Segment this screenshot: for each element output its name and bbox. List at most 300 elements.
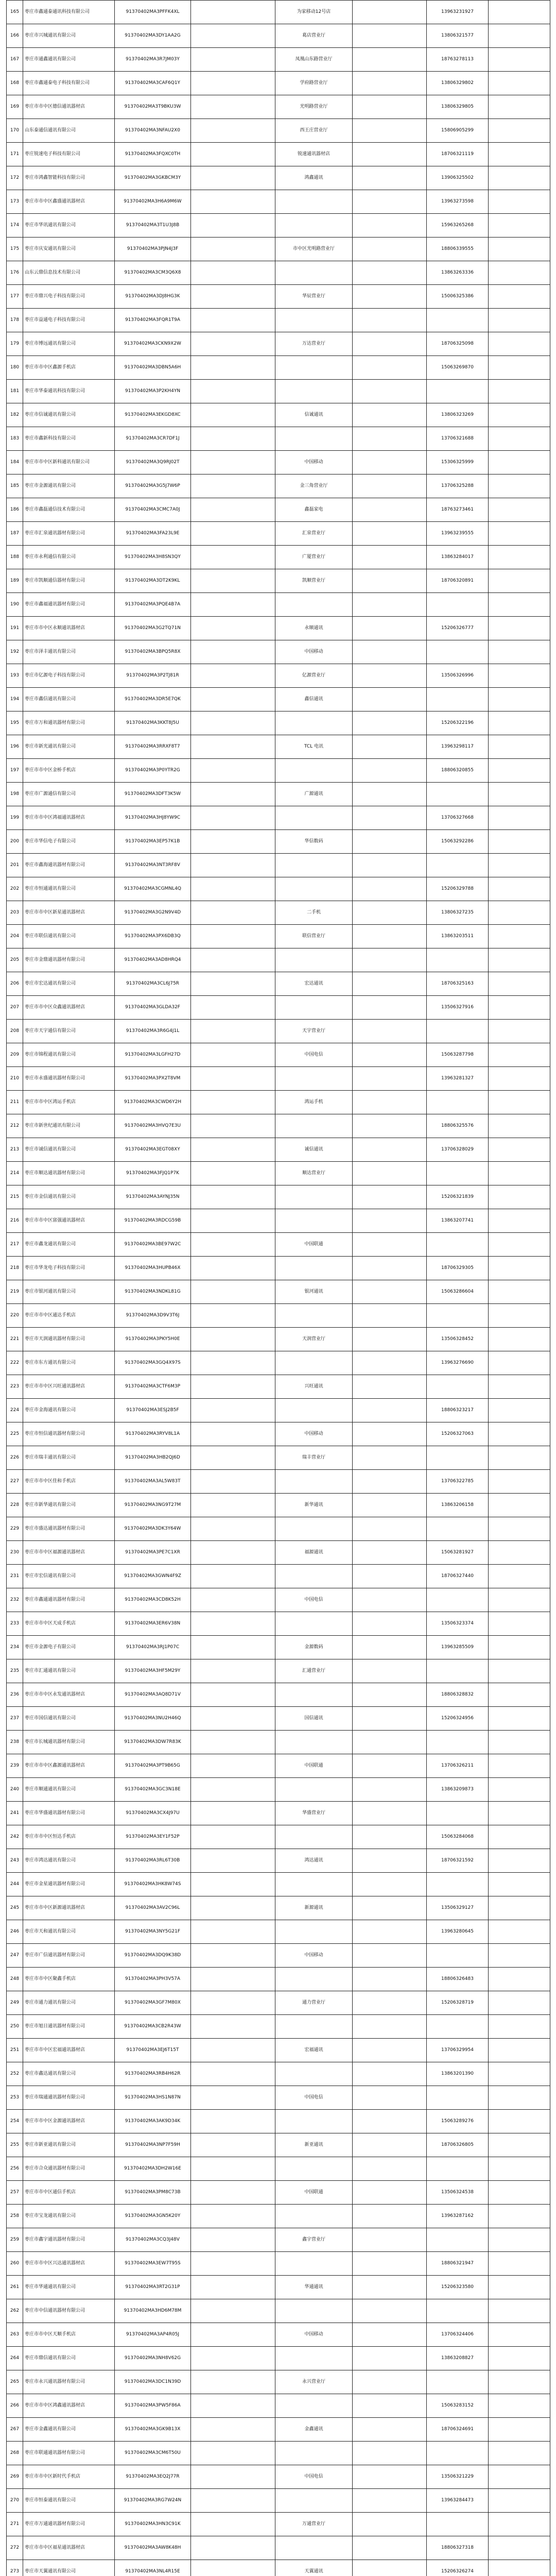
credit-code: 91370402MA3DBN5A6H bbox=[115, 356, 191, 380]
contact-phone: 15063281927 bbox=[427, 1541, 489, 1565]
credit-code: 91370402MA3EJ6T15T bbox=[115, 2039, 191, 2062]
site-note bbox=[489, 711, 550, 735]
credit-code: 91370402MA3RG7W24N bbox=[115, 2489, 191, 2513]
table-row bbox=[7, 285, 550, 309]
company-name: 枣庄市天宇通信有限公司 bbox=[23, 1020, 115, 1043]
business-address bbox=[353, 285, 427, 309]
business-address bbox=[353, 948, 427, 972]
business-address bbox=[353, 711, 427, 735]
row-number: 197 bbox=[7, 759, 23, 783]
table-row bbox=[7, 1873, 550, 1896]
contact-phone bbox=[427, 1375, 489, 1399]
table-row bbox=[7, 2418, 550, 2442]
service-name bbox=[275, 214, 353, 238]
service-name bbox=[275, 309, 353, 332]
credit-code: 91370402MA3T1U3J8B bbox=[115, 214, 191, 238]
row-number: 224 bbox=[7, 1399, 23, 1422]
contact-phone: 18763278113 bbox=[427, 48, 489, 72]
contact-phone: 15206329788 bbox=[427, 877, 489, 901]
service-name: 凯顺营业厅 bbox=[275, 569, 353, 593]
row-number: 269 bbox=[7, 2465, 23, 2489]
row-number: 235 bbox=[7, 1659, 23, 1683]
registry-table bbox=[6, 0, 550, 2576]
row-number: 190 bbox=[7, 593, 23, 617]
contact-phone: 13863207741 bbox=[427, 1209, 489, 1233]
site-note bbox=[489, 1612, 550, 1636]
company-name: 枣庄市市中区金源通讯器材店 bbox=[23, 2110, 115, 2133]
company-name: 枣庄市市中区通信手机店 bbox=[23, 2181, 115, 2205]
table-row bbox=[7, 1683, 550, 1707]
credit-code: 91370402MA3H8SN3QY bbox=[115, 546, 191, 569]
table-row bbox=[7, 1304, 550, 1328]
row-number: 260 bbox=[7, 2252, 23, 2276]
row-number: 228 bbox=[7, 1494, 23, 1517]
service-name: 华盛营业厅 bbox=[275, 1802, 353, 1825]
registration-unit bbox=[191, 1968, 275, 1991]
registration-unit bbox=[191, 2442, 275, 2465]
company-name: 枣庄市庆安通讯有限公司 bbox=[23, 238, 115, 261]
table-row bbox=[7, 664, 550, 688]
registration-unit bbox=[191, 854, 275, 877]
contact-phone: 13506324538 bbox=[427, 2181, 489, 2205]
contact-phone: 15206326777 bbox=[427, 617, 489, 640]
business-address bbox=[353, 2536, 427, 2560]
contact-phone: 18706329305 bbox=[427, 1257, 489, 1280]
contact-phone bbox=[427, 2442, 489, 2465]
business-address bbox=[353, 427, 427, 451]
row-number: 240 bbox=[7, 1778, 23, 1802]
company-name: 枣庄市天和通讯有限公司 bbox=[23, 1920, 115, 1944]
business-address bbox=[353, 1849, 427, 1873]
site-note bbox=[489, 309, 550, 332]
credit-code: 91370402MA3Q9RJ02T bbox=[115, 451, 191, 474]
business-address bbox=[353, 1304, 427, 1328]
table-row bbox=[7, 1375, 550, 1399]
service-name bbox=[275, 1683, 353, 1707]
contact-phone: 18806339555 bbox=[427, 238, 489, 261]
service-name bbox=[275, 1185, 353, 1209]
registration-unit bbox=[191, 546, 275, 569]
row-number: 245 bbox=[7, 1896, 23, 1920]
service-name bbox=[275, 2489, 353, 2513]
service-name bbox=[275, 2110, 353, 2133]
registration-unit bbox=[191, 688, 275, 711]
company-name: 枣庄市市中区兴旺通讯器材店 bbox=[23, 1375, 115, 1399]
company-name: 枣庄市亿源电子科技有限公司 bbox=[23, 664, 115, 688]
service-name: 西王庄营业厅 bbox=[275, 119, 353, 143]
site-note bbox=[489, 451, 550, 474]
company-name: 枣庄市万通通讯器材有限公司 bbox=[23, 2513, 115, 2536]
row-number: 231 bbox=[7, 1565, 23, 1588]
table-row bbox=[7, 1802, 550, 1825]
business-address bbox=[353, 2442, 427, 2465]
company-name: 枣庄市顺通通讯有限公司 bbox=[23, 1778, 115, 1802]
company-name: 枣庄市广信通讯器材有限公司 bbox=[23, 1944, 115, 1968]
credit-code: 91370402MA3EQ2J77R bbox=[115, 2465, 191, 2489]
table-row bbox=[7, 1920, 550, 1944]
table-row bbox=[7, 1565, 550, 1588]
business-address bbox=[353, 2560, 427, 2576]
business-address bbox=[353, 1565, 427, 1588]
service-name bbox=[275, 1209, 353, 1233]
company-name: 枣庄市市中区聚鑫手机店 bbox=[23, 1968, 115, 1991]
registration-unit bbox=[191, 403, 275, 427]
registration-unit bbox=[191, 119, 275, 143]
site-note bbox=[489, 2039, 550, 2062]
table-row bbox=[7, 1020, 550, 1043]
company-name: 枣庄市市中区鸿福通讯器材店 bbox=[23, 806, 115, 830]
service-name: 鸿运手机 bbox=[275, 1091, 353, 1114]
row-number: 173 bbox=[7, 190, 23, 214]
row-number: 208 bbox=[7, 1020, 23, 1043]
business-address bbox=[353, 1, 427, 24]
table-row bbox=[7, 1280, 550, 1304]
site-note bbox=[489, 664, 550, 688]
service-name: 金三角营业厅 bbox=[275, 474, 353, 498]
credit-code: 91370402MA3CM3Q6X8 bbox=[115, 261, 191, 285]
service-name: 中国联通 bbox=[275, 1233, 353, 1257]
company-name: 枣庄市市中区天顺手机店 bbox=[23, 2323, 115, 2347]
table-row bbox=[7, 2299, 550, 2323]
business-address bbox=[353, 2110, 427, 2133]
registration-unit bbox=[191, 95, 275, 119]
registration-unit bbox=[191, 711, 275, 735]
table-row bbox=[7, 1707, 550, 1731]
site-note bbox=[489, 2560, 550, 2576]
business-address bbox=[353, 238, 427, 261]
business-address bbox=[353, 1446, 427, 1470]
service-name bbox=[275, 996, 353, 1020]
company-name: 枣庄市市中区佳和手机店 bbox=[23, 1470, 115, 1494]
service-name: 瑞丰营业厅 bbox=[275, 1446, 353, 1470]
credit-code: 91370402MA3LGFH27D bbox=[115, 1043, 191, 1067]
service-name: 中国移动 bbox=[275, 2323, 353, 2347]
site-note bbox=[489, 1422, 550, 1446]
company-name: 枣庄市宏达通讯有限公司 bbox=[23, 972, 115, 996]
service-name bbox=[275, 2299, 353, 2323]
row-number: 200 bbox=[7, 830, 23, 854]
table-row bbox=[7, 2560, 550, 2576]
site-note bbox=[489, 285, 550, 309]
contact-phone: 13806321577 bbox=[427, 24, 489, 48]
credit-code: 91370402MA3FQXC0TH bbox=[115, 143, 191, 166]
table-row bbox=[7, 238, 550, 261]
contact-phone bbox=[427, 2015, 489, 2039]
registration-unit bbox=[191, 1517, 275, 1541]
row-number: 204 bbox=[7, 925, 23, 948]
credit-code: 91370402MA3PW5F86A bbox=[115, 2394, 191, 2418]
company-name: 枣庄市市中区鑫源手机店 bbox=[23, 356, 115, 380]
credit-code: 91370402MA3FJQ1P7K bbox=[115, 1162, 191, 1185]
credit-code: 91370402MA3AD8HRQ4 bbox=[115, 948, 191, 972]
row-number: 249 bbox=[7, 1991, 23, 2015]
table-row bbox=[7, 1778, 550, 1802]
credit-code: 91370402MA3CQ3J48V bbox=[115, 2228, 191, 2252]
company-name: 枣庄市恒通通讯有限公司 bbox=[23, 877, 115, 901]
registration-unit bbox=[191, 166, 275, 190]
service-name: 学府路营业厅 bbox=[275, 72, 353, 95]
company-name: 枣庄市市中区天成手机店 bbox=[23, 1612, 115, 1636]
row-number: 215 bbox=[7, 1185, 23, 1209]
registration-unit bbox=[191, 2418, 275, 2442]
service-name: 永顺通讯 bbox=[275, 617, 353, 640]
company-name: 山东云鼎信息技术有限公司 bbox=[23, 261, 115, 285]
registration-unit bbox=[191, 1114, 275, 1138]
row-number: 256 bbox=[7, 2157, 23, 2181]
credit-code: 91370402MA3GN5K20Y bbox=[115, 2205, 191, 2228]
site-note bbox=[489, 190, 550, 214]
row-number: 184 bbox=[7, 451, 23, 474]
business-address bbox=[353, 664, 427, 688]
company-name: 枣庄市博远通讯有限公司 bbox=[23, 332, 115, 356]
company-name: 枣庄市鼎信通讯有限公司 bbox=[23, 2347, 115, 2370]
credit-code: 91370402MA3RRXF8T7 bbox=[115, 735, 191, 759]
contact-phone: 15206326274 bbox=[427, 2560, 489, 2576]
site-note bbox=[489, 2015, 550, 2039]
contact-phone: 13506323374 bbox=[427, 1612, 489, 1636]
registration-unit bbox=[191, 617, 275, 640]
registration-unit bbox=[191, 1565, 275, 1588]
table-row bbox=[7, 2157, 550, 2181]
registration-unit bbox=[191, 1470, 275, 1494]
contact-phone bbox=[427, 2228, 489, 2252]
registration-unit bbox=[191, 640, 275, 664]
company-name: 枣庄市鸿鑫智能科技有限公司 bbox=[23, 166, 115, 190]
registration-unit bbox=[191, 309, 275, 332]
service-name: 光明路营业厅 bbox=[275, 95, 353, 119]
registration-unit bbox=[191, 1944, 275, 1968]
row-number: 179 bbox=[7, 332, 23, 356]
contact-phone: 18706324691 bbox=[427, 2418, 489, 2442]
credit-code: 91370402MA3GQ4X97S bbox=[115, 1351, 191, 1375]
contact-phone: 13963298117 bbox=[427, 735, 489, 759]
service-name: 葛店营业厅 bbox=[275, 24, 353, 48]
business-address bbox=[353, 569, 427, 593]
site-note bbox=[489, 1659, 550, 1683]
registration-unit bbox=[191, 2513, 275, 2536]
company-name: 枣庄市联信通讯有限公司 bbox=[23, 925, 115, 948]
contact-phone: 13963231927 bbox=[427, 1, 489, 24]
contact-phone: 13963287162 bbox=[427, 2205, 489, 2228]
contact-phone: 13506327916 bbox=[427, 996, 489, 1020]
table-row bbox=[7, 806, 550, 830]
credit-code: 91370402MA3DH2W16E bbox=[115, 2157, 191, 2181]
table-row bbox=[7, 72, 550, 95]
contact-phone: 15063287798 bbox=[427, 1043, 489, 1067]
credit-code: 91370402MA3NDKL81G bbox=[115, 1280, 191, 1304]
site-note bbox=[489, 143, 550, 166]
site-note bbox=[489, 1588, 550, 1612]
site-note bbox=[489, 688, 550, 711]
service-name: 宏达通讯 bbox=[275, 972, 353, 996]
credit-code: 91370402MA3AK9D34K bbox=[115, 2110, 191, 2133]
row-number: 212 bbox=[7, 1114, 23, 1138]
credit-code: 91370402MA3GWN4F9Z bbox=[115, 1565, 191, 1588]
contact-phone: 13506328452 bbox=[427, 1328, 489, 1351]
service-name bbox=[275, 2157, 353, 2181]
registration-unit bbox=[191, 901, 275, 925]
registration-unit bbox=[191, 1233, 275, 1257]
credit-code: 91370402MA3HUPB46X bbox=[115, 1257, 191, 1280]
site-note bbox=[489, 2133, 550, 2157]
registration-unit bbox=[191, 451, 275, 474]
row-number: 229 bbox=[7, 1517, 23, 1541]
company-name: 枣庄市通力通讯有限公司 bbox=[23, 1991, 115, 2015]
site-note bbox=[489, 1541, 550, 1565]
credit-code: 91370402MA3HVQ7E3U bbox=[115, 1114, 191, 1138]
site-note bbox=[489, 1778, 550, 1802]
company-name: 枣庄市广源通信有限公司 bbox=[23, 783, 115, 806]
company-name: 枣庄市合众通讯器材有限公司 bbox=[23, 2157, 115, 2181]
row-number: 205 bbox=[7, 948, 23, 972]
site-note bbox=[489, 1754, 550, 1778]
table-row bbox=[7, 1067, 550, 1091]
service-name bbox=[275, 2442, 353, 2465]
table-row bbox=[7, 2205, 550, 2228]
business-address bbox=[353, 546, 427, 569]
site-note bbox=[489, 2394, 550, 2418]
service-name: 诚信通讯 bbox=[275, 1138, 353, 1162]
business-address bbox=[353, 166, 427, 190]
table-row bbox=[7, 143, 550, 166]
company-name: 枣庄市市中区新星通讯器材店 bbox=[23, 901, 115, 925]
contact-phone: 13806323269 bbox=[427, 403, 489, 427]
registration-unit bbox=[191, 2560, 275, 2576]
service-name: 中国电信 bbox=[275, 2086, 353, 2110]
registration-unit bbox=[191, 664, 275, 688]
row-number: 170 bbox=[7, 119, 23, 143]
business-address bbox=[353, 1873, 427, 1896]
site-note bbox=[489, 1043, 550, 1067]
table-row bbox=[7, 1328, 550, 1351]
service-name: 兴旺通讯 bbox=[275, 1375, 353, 1399]
credit-code: 91370402MA3GK9B13X bbox=[115, 2418, 191, 2442]
business-address bbox=[353, 1470, 427, 1494]
credit-code: 91370402MA3CD8K52H bbox=[115, 1588, 191, 1612]
registration-unit bbox=[191, 1446, 275, 1470]
credit-code: 91370402MA3NU2H46Q bbox=[115, 1707, 191, 1731]
company-name: 枣庄市信诚通讯有限公司 bbox=[23, 403, 115, 427]
contact-phone: 13706329954 bbox=[427, 2039, 489, 2062]
contact-phone: 15006325386 bbox=[427, 285, 489, 309]
site-note bbox=[489, 1494, 550, 1517]
site-note bbox=[489, 972, 550, 996]
contact-phone: 13963239555 bbox=[427, 522, 489, 546]
service-name bbox=[275, 1612, 353, 1636]
service-name: 凤凰山东路营业厅 bbox=[275, 48, 353, 72]
row-number: 251 bbox=[7, 2039, 23, 2062]
credit-code: 91370402MA3NG9T27M bbox=[115, 1494, 191, 1517]
row-number: 227 bbox=[7, 1470, 23, 1494]
service-name bbox=[275, 2252, 353, 2276]
service-name bbox=[275, 1565, 353, 1588]
row-number: 244 bbox=[7, 1873, 23, 1896]
site-note bbox=[489, 1138, 550, 1162]
credit-code: 91370402MA3NFAU2X0 bbox=[115, 119, 191, 143]
contact-phone bbox=[427, 380, 489, 403]
registration-unit bbox=[191, 1825, 275, 1849]
business-address bbox=[353, 1541, 427, 1565]
business-address bbox=[353, 854, 427, 877]
registry-table-body bbox=[7, 1, 550, 2576]
business-address bbox=[353, 332, 427, 356]
business-address bbox=[353, 1802, 427, 1825]
company-name: 枣庄市万和通讯器材有限公司 bbox=[23, 711, 115, 735]
row-number: 203 bbox=[7, 901, 23, 925]
row-number: 199 bbox=[7, 806, 23, 830]
credit-code: 91370402MA3NH8V62G bbox=[115, 2347, 191, 2370]
credit-code: 91370402MA3HF5M29Y bbox=[115, 1659, 191, 1683]
site-note bbox=[489, 1802, 550, 1825]
business-address bbox=[353, 1351, 427, 1375]
site-note bbox=[489, 2536, 550, 2560]
credit-code: 91370402MA3PH3V57A bbox=[115, 1968, 191, 1991]
business-address bbox=[353, 1138, 427, 1162]
service-name bbox=[275, 1778, 353, 1802]
credit-code: 91370402MA3NL4R15E bbox=[115, 2560, 191, 2576]
company-name: 枣庄市天润通讯器材有限公司 bbox=[23, 1328, 115, 1351]
business-address bbox=[353, 2465, 427, 2489]
company-name: 枣庄市汇泉通讯器材有限公司 bbox=[23, 522, 115, 546]
company-name: 枣庄市盛达通讯器材有限公司 bbox=[23, 1517, 115, 1541]
business-address bbox=[353, 143, 427, 166]
registration-unit bbox=[191, 356, 275, 380]
table-row bbox=[7, 24, 550, 48]
registration-unit bbox=[191, 1494, 275, 1517]
row-number: 183 bbox=[7, 427, 23, 451]
registration-unit bbox=[191, 1257, 275, 1280]
table-row bbox=[7, 877, 550, 901]
credit-code: 91370402MA3FQR1T9A bbox=[115, 309, 191, 332]
company-name: 枣庄市市中区永顺通讯器材店 bbox=[23, 617, 115, 640]
contact-phone: 13706327668 bbox=[427, 806, 489, 830]
credit-code: 91370402MA3HB2QJ6D bbox=[115, 1446, 191, 1470]
company-name: 枣庄市金源电子有限公司 bbox=[23, 1636, 115, 1659]
table-row bbox=[7, 830, 550, 854]
business-address bbox=[353, 593, 427, 617]
row-number: 262 bbox=[7, 2299, 23, 2323]
service-name bbox=[275, 877, 353, 901]
service-name: 鸿达通讯 bbox=[275, 1849, 353, 1873]
site-note bbox=[489, 332, 550, 356]
company-name: 枣庄市永兴通讯器材有限公司 bbox=[23, 2370, 115, 2394]
site-note bbox=[489, 1, 550, 24]
credit-code: 91370402MA3CB2R43W bbox=[115, 2015, 191, 2039]
row-number: 247 bbox=[7, 1944, 23, 1968]
table-row bbox=[7, 735, 550, 759]
site-note bbox=[489, 2110, 550, 2133]
company-name: 枣庄市市中区新时代手机店 bbox=[23, 2465, 115, 2489]
business-address bbox=[353, 1185, 427, 1209]
site-note bbox=[489, 759, 550, 783]
business-address bbox=[353, 759, 427, 783]
service-name bbox=[275, 1114, 353, 1138]
business-address bbox=[353, 1233, 427, 1257]
table-row bbox=[7, 214, 550, 238]
row-number: 210 bbox=[7, 1067, 23, 1091]
credit-code: 91370402MA3R6G4J1L bbox=[115, 1020, 191, 1043]
credit-code: 91370402MA3DT2K9KL bbox=[115, 569, 191, 593]
registration-unit bbox=[191, 1683, 275, 1707]
contact-phone: 18706320891 bbox=[427, 569, 489, 593]
table-row bbox=[7, 261, 550, 285]
business-address bbox=[353, 522, 427, 546]
row-number: 236 bbox=[7, 1683, 23, 1707]
service-name: 中国移动 bbox=[275, 1944, 353, 1968]
row-number: 232 bbox=[7, 1588, 23, 1612]
company-name: 枣庄市金海通讯有限公司 bbox=[23, 1399, 115, 1422]
contact-phone: 15063286604 bbox=[427, 1280, 489, 1304]
